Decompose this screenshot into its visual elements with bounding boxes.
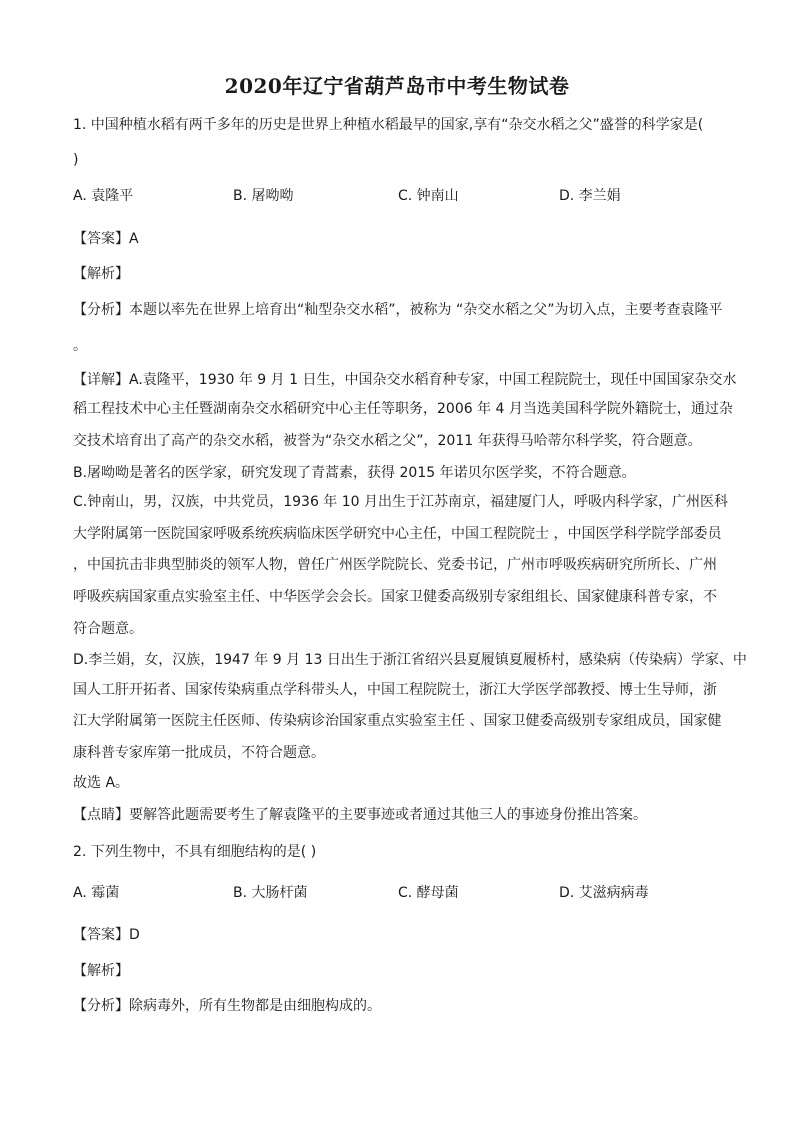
q2-option-b: B. 大肠杆菌 [233,885,308,901]
q1-analysis-fenxi-line1: 【分析】本题以率先在世界上培育出“籼型杂交水稻”，被称为 “杂交水稻之父”为切入点，主要考查袁隆平 [73,302,723,318]
q1-detail-line-9: 符合题意。 [73,621,143,637]
q1-dianjing: 【点睛】要解答此题需要考生了解袁隆平的主要事迹或者通过其他三人的事迹身份推出答案。 [73,807,647,823]
q1-option-b: B. 屠呦呦 [233,188,294,204]
q2-options [73,883,729,903]
q1-detail-line-1: 【详解】A.袁隆平，1930 年 9 月 1 日生，中国杂交水稻育种专家，中国工程院院士，现任中国国家杂交水 [73,372,737,388]
q1-detail-line-4: B.屠呦呦是著名的医学家，研究发现了青蒿素，获得 2015 年诺贝尔医学奖，不符合题意。 [73,465,636,481]
q1-detail-line-14: 故选 A。 [73,775,130,791]
q1-analysis-heading: 【解析】 [73,266,129,282]
q2-answer: 【答案】D [73,927,140,943]
q1-detail-line-11: 国人工肝开拓者、国家传染病重点学科带头人，中国工程院院士，浙江大学医学部教授、博士生导师，浙 [73,682,717,698]
q1-stem-line2: ) [73,152,79,168]
q1-options [73,186,729,206]
q1-analysis-fenxi-line2: 。 [73,338,87,354]
q1-detail-line-13: 康科普专家库第一批成员，不符合题意。 [73,745,325,761]
q1-detail-line-6: 大学附属第一医院国家呼吸系统疾病临床医学研究中心主任，中国工程院院士 ，中国医学科学院学部委员 [73,526,722,542]
page-title: 2020年辽宁省葫芦岛市中考生物试卷 [224,74,570,98]
q1-detail-line-8: 呼吸疾病国家重点实验室主任、中华医学会会长。国家卫健委高级别专家组组长、国家健康科普专家，不 [73,589,717,605]
q1-answer: 【答案】A [73,231,139,247]
q1-stem-line1: 1. 中国种植水稻有两千多年的历史是世界上种植水稻最早的国家,享有“杂交水稻之父”盛誉的科学家是( [73,117,704,133]
q2-analysis-fenxi: 【分析】除病毒外，所有生物都是由细胞构成的。 [73,998,381,1014]
q2-stem: 2. 下列生物中，不具有细胞结构的是( ) [73,844,317,860]
q2-option-c: C. 酵母菌 [398,885,459,901]
q1-option-c: C. 钟南山 [398,188,459,204]
q1-detail-line-7: ，中国抗击非典型肺炎的领军人物，曾任广州医学院院长、党委书记，广州市呼吸疾病研究所所长、广州 [73,557,717,573]
q1-option-a: A. 袁隆平 [73,188,134,204]
q2-option-a: A. 霉菌 [73,885,120,901]
q1-detail-line-12: 江大学附属第一医院主任医师、传染病诊治国家重点实验室主任 、国家卫健委高级别专家组成员，国家健 [73,713,722,729]
q1-option-d: D. 李兰娟 [559,188,621,204]
q1-detail-line-5: C.钟南山，男，汉族，中共党员，1936 年 10 月出生于江苏南京，福建厦门人，呼吸内科学家，广州医科 [73,494,729,510]
q1-detail-line-10: D.李兰娟，女，汉族，1947 年 9 月 13 日出生于浙江省绍兴县夏履镇夏履桥村，感染病（传染病）学家、中 [73,652,747,668]
q1-detail-line-3: 交技术培育出了高产的杂交水稻，被誉为“杂交水稻之父”，2011 年获得马哈蒂尔科学奖，符合题意。 [73,433,702,449]
q1-detail-line-2: 稻工程技术中心主任暨湖南杂交水稻研究中心主任等职务，2006 年 4 月当选美国科学院外籍院士，通过杂 [73,401,733,417]
q2-option-d: D. 艾滋病病毒 [559,885,649,901]
q2-analysis-heading: 【解析】 [73,963,129,979]
